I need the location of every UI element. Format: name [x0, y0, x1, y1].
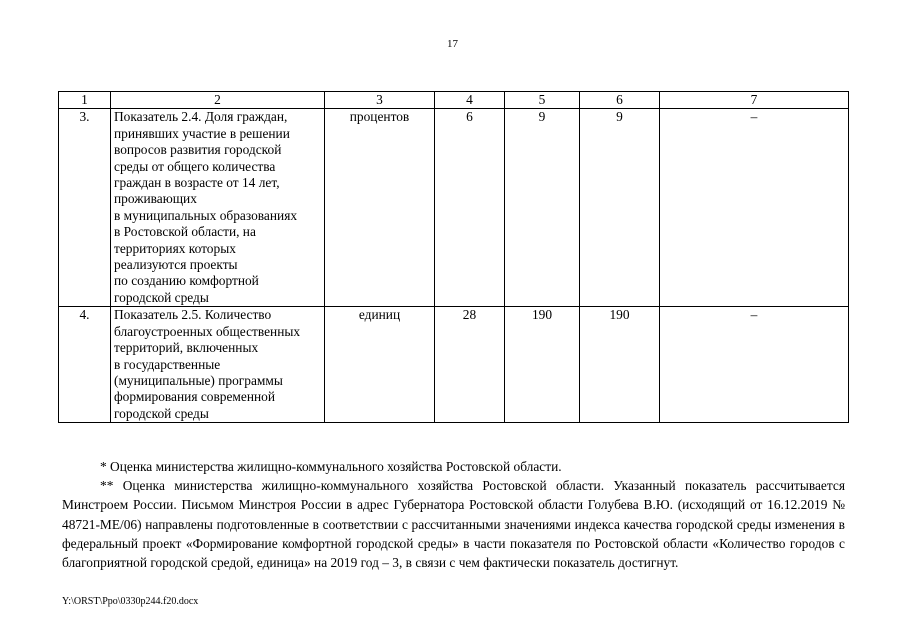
header-col-2: 2	[111, 92, 325, 109]
description-line: Показатель 2.4. Доля граждан,	[114, 109, 288, 125]
value-col-5: 190	[505, 307, 580, 423]
value-col-6: 9	[580, 109, 660, 307]
description-line: Показатель 2.5. Количество	[114, 307, 272, 323]
description-line: принявших участие в решении	[114, 125, 290, 141]
description-line: граждан в возрасте от 14 лет,	[114, 175, 280, 191]
description-line: проживающих	[114, 191, 197, 207]
indicator-description	[111, 109, 325, 307]
description-line: городской среды	[114, 405, 209, 421]
table-row	[59, 109, 849, 307]
header-col-6: 6	[580, 92, 660, 109]
table-row	[59, 307, 849, 423]
value-col-7: –	[660, 307, 849, 423]
indicators-table	[58, 91, 849, 423]
description-line: территорий, включенных	[114, 340, 259, 356]
value-col-6: 190	[580, 307, 660, 423]
indicator-description	[111, 307, 325, 423]
description-line: реализуются проекты	[114, 257, 238, 273]
description-line: в государственные	[114, 356, 221, 372]
description-line: (муниципальные) программы	[114, 372, 283, 388]
description-line: в Ростовской области, на	[114, 224, 256, 240]
description-line: территориях которых	[114, 240, 236, 256]
footnote-2: ** Оценка министерства жилищно-коммунального хозяйства Ростовской области. Указанный показатель рассчитывается Минстроем России. Письмом Минстроя России в адрес Губернатора Ростовской области Голубева В.Ю. (исходящий от 16.12.2019 № 48721-МЕ/06) направлены подготовленные в соответствии с рассчитанными значениями индекса качества городской среды изменения в федеральный проект «Формирование комфортной городской среды» в части показателя по Ростовской области «Количество городов с благоприятной городской средой, единица» на 2019 год – 3, в связи с чем фактически показатель достигнут.	[62, 478, 845, 571]
row-number: 3.	[59, 109, 111, 307]
header-col-4: 4	[435, 92, 505, 109]
description-line: формирования современной	[114, 389, 276, 405]
value-col-5: 9	[505, 109, 580, 307]
description-line: благоустроенных общественных	[114, 323, 301, 339]
file-path: Y:\ORST\Ppo\0330p244.f20.docx	[62, 596, 199, 607]
description-line: вопросов развития городской	[114, 142, 282, 158]
description-line: по созданию комфортной	[114, 273, 259, 289]
table-header-row	[59, 92, 849, 109]
page-number: 17	[447, 38, 458, 50]
description-line: в муниципальных образованиях	[114, 207, 298, 223]
description-line: среды от общего количества	[114, 158, 276, 174]
header-col-1: 1	[59, 92, 111, 109]
value-col-4: 28	[435, 307, 505, 423]
unit-cell: процентов	[325, 109, 435, 307]
footnote-1: * Оценка министерства жилищно-коммунального хозяйства Ростовской области.	[100, 459, 562, 474]
description-line: городской среды	[114, 289, 209, 305]
footnotes	[62, 457, 845, 572]
row-number: 4.	[59, 307, 111, 423]
header-col-7: 7	[660, 92, 849, 109]
value-col-4: 6	[435, 109, 505, 307]
value-col-7: –	[660, 109, 849, 307]
unit-cell: единиц	[325, 307, 435, 423]
header-col-3: 3	[325, 92, 435, 109]
header-col-5: 5	[505, 92, 580, 109]
